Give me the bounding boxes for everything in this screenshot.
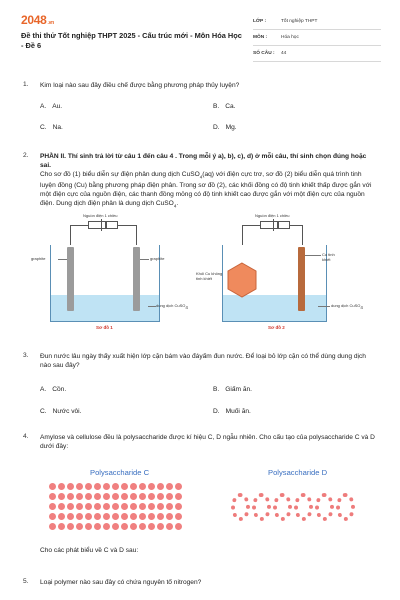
helix-ring	[273, 493, 292, 521]
meta-key: LỚP :	[253, 19, 267, 24]
monomer-bead	[139, 523, 146, 530]
option-b[interactable]	[213, 386, 252, 393]
question-paragraph: Cho sơ đồ (1) biểu diễn sự điện phân dung dịch CuSO$_4$(aq) với điện cực trơ, sơ đồ (2) biểu diễn quá trình tinh luyện đồng (Cu) bằng phương pháp điện phân. Trong sơ đồ (2), các khối đồng có độ tinh khiết thấp được gắn với một điện cực của nguồn điện, các thanh đồng mỏng có độ tinh khiết cao được gắn với một điện cực của nguồn điện. Dung dịch điện phân là dung dịch CuSO$_4$.	[40, 171, 372, 209]
wire	[136, 225, 137, 247]
graphite-electrode-right	[133, 247, 140, 311]
left-electrode-label: graphite	[31, 256, 46, 261]
option-b[interactable]	[213, 103, 236, 110]
question-number: 1.	[23, 81, 29, 88]
option-text: Muối ăn.	[225, 408, 251, 415]
monomer-bead	[157, 493, 164, 500]
option-letter: A.	[40, 386, 47, 393]
monomer-bead	[67, 493, 74, 500]
monomer-bead	[58, 503, 65, 510]
pure-copper-bar	[298, 247, 305, 311]
block-label: Khối Cu không tinh khiết	[196, 271, 223, 281]
monomer-bead	[139, 513, 146, 520]
option-letter: B.	[213, 386, 220, 393]
question-number: 3.	[23, 352, 29, 359]
helix-ring	[231, 493, 250, 521]
monomer-bead	[121, 503, 128, 510]
leader-line	[305, 255, 321, 256]
meta-row-class	[253, 14, 381, 30]
monomer-bead	[130, 493, 137, 500]
monomer-bead	[148, 483, 155, 490]
polysaccharide-d-structure	[231, 483, 361, 533]
option-text: Au.	[52, 103, 63, 110]
monomer-bead	[76, 493, 83, 500]
monomer-bead	[49, 493, 56, 500]
option-text: Na.	[52, 124, 63, 131]
wire	[242, 225, 260, 226]
monomer-bead	[76, 483, 83, 490]
site-logo[interactable]	[21, 13, 54, 27]
monomer-bead	[139, 483, 146, 490]
section-heading: PHẦN II. Thí sinh trả lời từ câu 1 đến câu 4 . Trong mỗi ý a), b), c), d) ở mỗi câu, thí sinh chọn đúng hoặc sai.	[40, 153, 367, 169]
leader-line	[148, 306, 156, 307]
helix-ring	[336, 493, 355, 521]
question-text: Kim loại nào sau đây điều chế được bằng phương pháp thủy luyện?	[40, 82, 240, 89]
meta-row-count	[253, 46, 381, 62]
monomer-bead	[103, 503, 110, 510]
monomer-bead	[121, 513, 128, 520]
monomer-bead	[175, 513, 182, 520]
solution-label: dung dịch CuSO4	[156, 303, 188, 310]
monomer-bead	[49, 483, 56, 490]
option-c[interactable]	[40, 408, 81, 415]
meta-row-subject	[253, 30, 381, 46]
monomer-bead	[148, 493, 155, 500]
monomer-bead	[148, 503, 155, 510]
option-c[interactable]	[40, 124, 63, 131]
monomer-bead	[103, 513, 110, 520]
monomer-bead	[130, 483, 137, 490]
monomer-bead	[157, 483, 164, 490]
option-letter: D.	[213, 408, 220, 415]
monomer-bead	[166, 503, 173, 510]
monomer-bead	[112, 493, 119, 500]
monomer-bead	[157, 513, 164, 520]
option-text: Mg.	[225, 124, 237, 131]
question-body	[40, 152, 376, 211]
monomer-bead	[112, 483, 119, 490]
meta-key: MÔN :	[253, 35, 268, 40]
monomer-bead	[94, 503, 101, 510]
monomer-bead	[67, 503, 74, 510]
monomer-bead	[76, 513, 83, 520]
meta-value: Tốt nghiệp THPT	[281, 19, 318, 24]
logo-suffix: .vn	[47, 20, 54, 26]
monomer-bead	[148, 523, 155, 530]
monomer-bead	[139, 493, 146, 500]
monomer-bead	[175, 523, 182, 530]
exam-meta	[253, 14, 381, 62]
wire	[70, 225, 88, 226]
option-a[interactable]	[40, 386, 66, 393]
monomer-bead	[94, 483, 101, 490]
meta-value: 44	[281, 51, 287, 56]
wire	[290, 225, 302, 226]
monomer-bead	[94, 523, 101, 530]
leader-line	[58, 259, 67, 260]
helix-ring	[294, 493, 313, 521]
monomer-bead	[58, 493, 65, 500]
question-text: Loại polymer nào sau đây có chứa nguyên tố nitrogen?	[40, 579, 202, 586]
monomer-bead	[175, 483, 182, 490]
monomer-bead	[139, 503, 146, 510]
question-5	[23, 578, 379, 592]
power-source-label: Nguồn điện 1 chiều	[255, 213, 290, 218]
logo-text: 2048	[21, 13, 47, 27]
monomer-bead	[103, 483, 110, 490]
monomer-bead	[49, 513, 56, 520]
impure-copper-block	[226, 262, 258, 298]
statements-intro: Cho các phát biểu về C và D sau:	[40, 547, 139, 554]
monomer-bead	[85, 523, 92, 530]
monomer-bead	[148, 513, 155, 520]
bar-label: Cu tinh khiết	[322, 252, 335, 262]
option-d[interactable]	[213, 124, 237, 131]
monomer-bead	[67, 483, 74, 490]
monomer-bead	[175, 503, 182, 510]
monomer-bead	[58, 513, 65, 520]
polysaccharide-c-structure	[49, 483, 184, 533]
wire	[70, 225, 71, 247]
battery-icon	[260, 221, 290, 229]
solution	[223, 295, 326, 321]
figure-caption: Sơ đồ 1	[96, 325, 113, 330]
solution-label: dung dịch CuSO4	[331, 303, 363, 310]
question-3	[23, 352, 379, 422]
monomer-bead	[103, 493, 110, 500]
option-text: Giấm ăn.	[225, 386, 252, 393]
monomer-bead	[58, 483, 65, 490]
option-text: Cồn.	[52, 386, 67, 393]
monomer-bead	[67, 513, 74, 520]
monomer-bead	[166, 493, 173, 500]
question-2	[23, 152, 379, 212]
helix-ring	[252, 493, 271, 521]
option-letter: C.	[40, 408, 47, 415]
monomer-bead	[112, 503, 119, 510]
exam-title: Đề thi thử Tốt nghiệp THPT 2025 - Cấu trúc mới - Môn Hóa Học - Đề 6	[21, 31, 242, 50]
monomer-bead	[49, 523, 56, 530]
option-a[interactable]	[40, 103, 62, 110]
question-number: 4.	[23, 433, 29, 440]
monomer-bead	[166, 523, 173, 530]
wire	[118, 225, 136, 226]
monomer-bead	[85, 483, 92, 490]
option-text: Ca.	[225, 103, 236, 110]
monomer-bead	[94, 513, 101, 520]
polysaccharide-d-label: Polysaccharide D	[268, 468, 328, 477]
monomer-bead	[112, 513, 119, 520]
leader-line	[318, 306, 330, 307]
monomer-bead	[58, 523, 65, 530]
option-letter: B.	[213, 103, 220, 110]
monomer-bead	[85, 493, 92, 500]
monomer-bead	[166, 513, 173, 520]
question-number: 5.	[23, 578, 29, 585]
monomer-bead	[76, 523, 83, 530]
option-d[interactable]	[213, 408, 251, 415]
monomer-bead	[166, 483, 173, 490]
monomer-bead	[121, 483, 128, 490]
graphite-electrode-left	[67, 247, 74, 311]
monomer-bead	[130, 513, 137, 520]
option-letter: A.	[40, 103, 47, 110]
monomer-bead	[49, 503, 56, 510]
monomer-bead	[112, 523, 119, 530]
monomer-bead	[85, 513, 92, 520]
option-letter: C.	[40, 124, 47, 131]
monomer-bead	[103, 523, 110, 530]
meta-key: SỐ CÂU :	[253, 51, 275, 56]
monomer-bead	[85, 503, 92, 510]
monomer-bead	[130, 503, 137, 510]
monomer-bead	[175, 493, 182, 500]
diagram-copper-refining	[196, 210, 380, 335]
monomer-bead	[157, 503, 164, 510]
figure-caption: Sơ đồ 2	[268, 325, 285, 330]
question-text: Đun nước lâu ngày thấy xuất hiện lớp cặn bám vào đáyấm đun nước. Để loại bỏ lớp cặn có thể dùng dung dịch nào sau đây?	[40, 353, 366, 369]
polysaccharide-c-label: Polysaccharide C	[90, 468, 150, 477]
diagram-electrolysis	[31, 210, 190, 335]
right-electrode-label: graphite	[150, 256, 165, 261]
monomer-bead	[157, 523, 164, 530]
monomer-bead	[121, 493, 128, 500]
option-letter: D.	[213, 124, 220, 131]
power-source-label: Nguồn điện 1 chiều	[83, 213, 118, 218]
monomer-bead	[67, 523, 74, 530]
question-4	[23, 433, 379, 563]
monomer-bead	[76, 503, 83, 510]
monomer-bead	[121, 523, 128, 530]
wire	[302, 225, 303, 247]
option-text: Nước vôi.	[52, 408, 82, 415]
monomer-bead	[130, 523, 137, 530]
question-1	[23, 81, 379, 141]
question-number: 2.	[23, 152, 29, 159]
helix-ring	[315, 493, 334, 521]
monomer-bead	[94, 493, 101, 500]
leader-line	[140, 259, 149, 260]
battery-icon	[88, 221, 118, 229]
meta-value: Hóa học	[281, 35, 299, 40]
question-text: Amylose và cellulose đều là polysaccharide được kí hiệu C, D ngẫu nhiên. Cho cấu tạo của polysaccharide C và D dưới đây:	[40, 434, 375, 450]
